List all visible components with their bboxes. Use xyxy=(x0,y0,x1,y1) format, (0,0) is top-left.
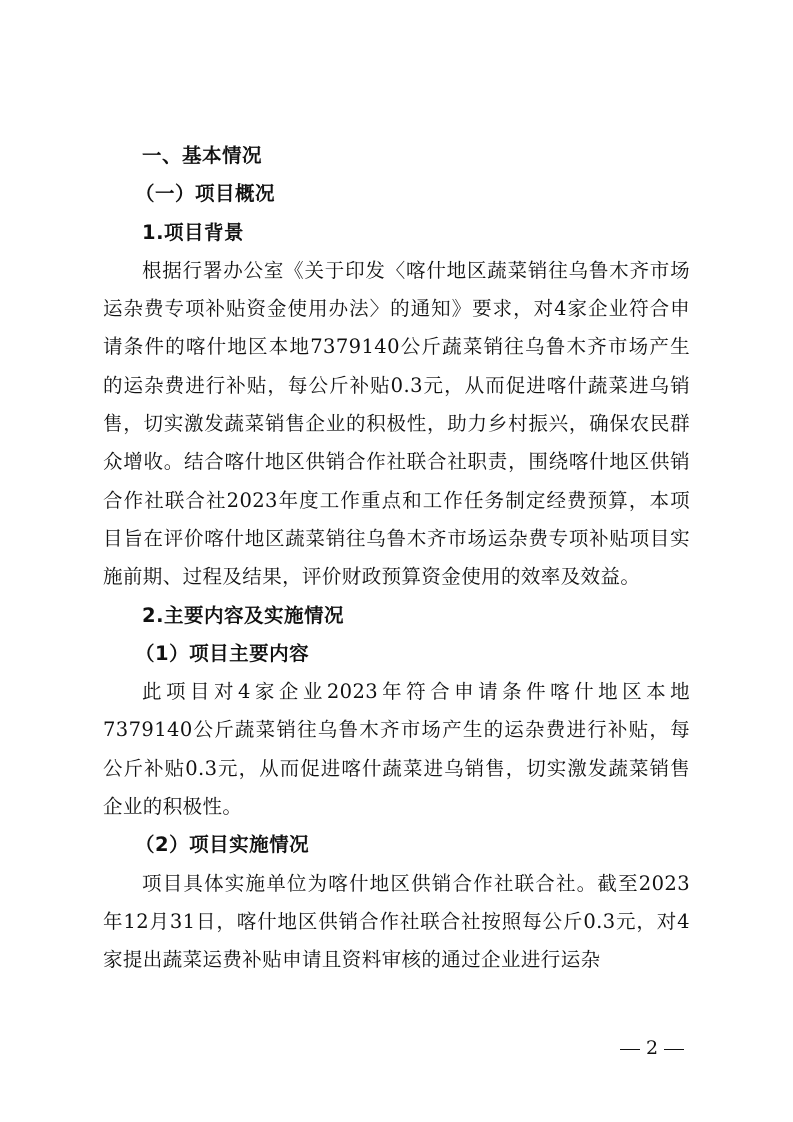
main-content-paragraph: 此项目对4家企业2023年符合申请条件喀什地区本地7379140公斤蔬菜销往乌鲁木齐市场产生的运杂费进行补贴，每公斤补贴0.3元，从而促进喀什蔬菜进乌销售，切实激发蔬菜销售企业的积极性。 xyxy=(103,680,690,819)
background-heading: 1.项目背景 xyxy=(142,220,244,244)
subsection-heading: （一）项目概况 xyxy=(135,182,276,206)
main-content-heading: （1）项目主要内容 xyxy=(135,641,310,665)
footer-dash-left xyxy=(620,1049,640,1050)
implementation-paragraph: 项目具体实施单位为喀什地区供销合作社联合社。截至2023年12月31日，喀什地区供销合作社联合社按照每公斤0.3元，对4家提出蔬菜运费补贴申请且资料审核的通过企业进行运杂 xyxy=(103,871,690,972)
content-heading: 2.主要内容及实施情况 xyxy=(142,603,344,627)
section-heading: 一、基本情况 xyxy=(142,144,263,167)
document-body xyxy=(103,137,690,980)
page-number: 2 xyxy=(646,1037,659,1059)
background-paragraph: 根据行署办公室《关于印发〈喀什地区蔬菜销往乌鲁木齐市场运杂费专项补贴资金使用办法〉的通知》要求，对4家企业符合申请条件的喀什地区本地7379140公斤蔬菜销往乌鲁木齐市场产生的运杂费进行补贴，每公斤补贴0.3元，从而促进喀什蔬菜进乌销售，切实激发蔬菜销售企业的积极性，助力乡村振兴，确保农民群众增收。结合喀什地区供销合作社联合社职责，围绕喀什地区供销合作社联合社2023年度工作重点和工作任务制定经费预算，本项目旨在评价喀什地区蔬菜销往乌鲁木齐市场运杂费专项补贴项目实施前期、过程及结果，评价财政预算资金使用的效率及效益。 xyxy=(103,258,690,589)
implementation-heading: （2）项目实施情况 xyxy=(135,833,310,857)
page-footer xyxy=(620,1035,695,1061)
footer-dash-right xyxy=(664,1049,684,1050)
